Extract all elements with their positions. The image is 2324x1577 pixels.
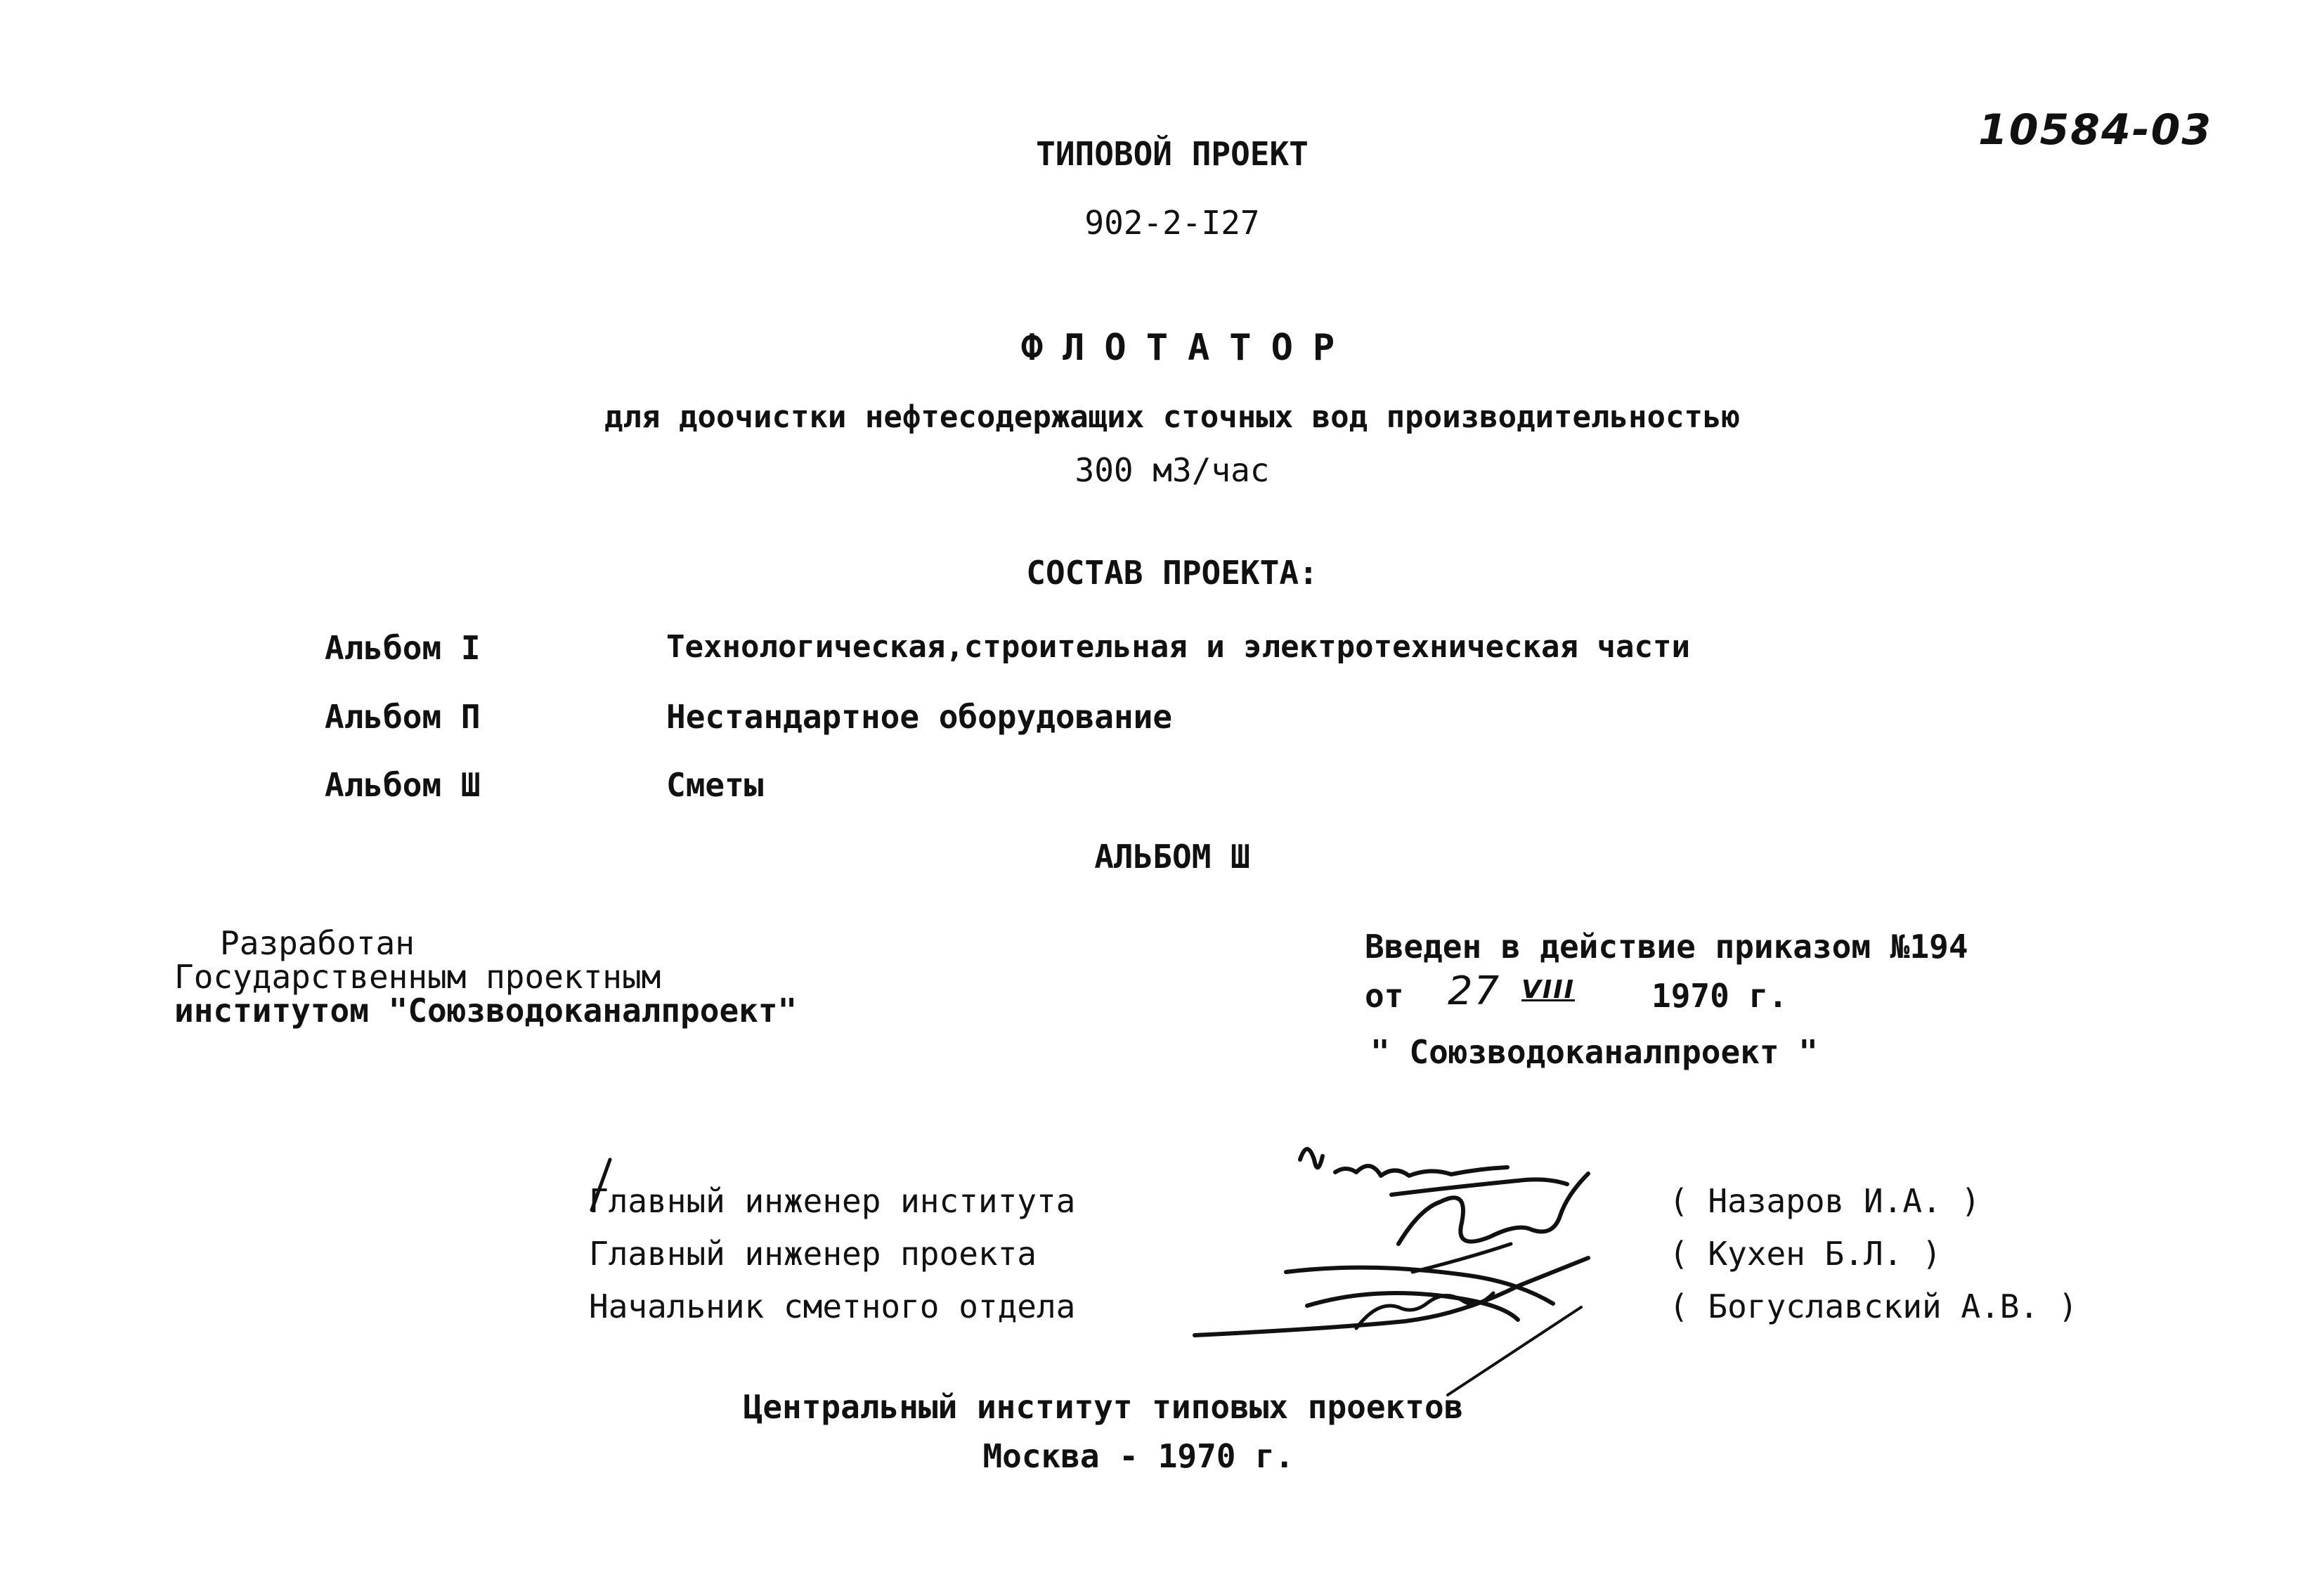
order-year: 1970 г.: [1651, 977, 1788, 1015]
signatory-name: ( Кухен Б.Л. ): [1669, 1235, 1942, 1273]
album-description: Технологическая,строительная и электротехническая части: [666, 629, 1690, 665]
signatory-title: Главный инженер института: [589, 1182, 1076, 1220]
developer-line: Государственным проектным: [174, 958, 661, 996]
current-album: АЛЬБОМ Ш: [1094, 838, 1250, 876]
signature-1: [1300, 1149, 1507, 1176]
contents-heading: СОСТАВ ПРОЕКТА:: [1026, 554, 1318, 592]
capacity: 300 м3/час: [1075, 451, 1270, 489]
order-line: Введен в действие приказом №194: [1365, 928, 1968, 966]
album-label: Альбом Ш: [325, 766, 481, 804]
series-number: 902-2-I27: [1084, 204, 1260, 242]
footer-city-year: Москва - 1970 г.: [982, 1437, 1294, 1475]
order-institute: " Союзводоканалпроект ": [1370, 1033, 1818, 1071]
order-day: 27: [1448, 968, 1501, 1014]
album-description: Нестандартное оборудование: [666, 698, 1173, 736]
document-subtitle: для доочистки нефтесодержащих сточных вод производительностью: [604, 399, 1740, 435]
signatory-name: ( Назаров И.А. ): [1669, 1182, 1981, 1220]
signatory-title: Главный инженер проекта: [589, 1235, 1037, 1273]
developer-line: институтом "Союзводоканалпроект": [174, 992, 798, 1030]
developer-line: Разработан: [220, 924, 415, 962]
signature-3: [1195, 1258, 1588, 1335]
order-prefix: от: [1365, 977, 1404, 1015]
footer-institute: Центральный институт типовых проектов: [743, 1388, 1464, 1426]
signatory-title: Начальник сметного отдела: [589, 1287, 1076, 1325]
signatory-name: ( Богуславский А.В. ): [1669, 1287, 2078, 1325]
archive-number: 10584-03: [1978, 105, 2213, 155]
document-title: ФЛОТАТОР: [1020, 327, 1355, 369]
album-description: Сметы: [666, 766, 764, 804]
album-label: Альбом I: [325, 629, 481, 667]
slash-mark: [592, 1160, 610, 1210]
album-label: Альбом П: [325, 698, 481, 736]
series-title: ТИПОВОЙ ПРОЕКТ: [1036, 135, 1309, 173]
order-month: VIII: [1521, 975, 1576, 1004]
